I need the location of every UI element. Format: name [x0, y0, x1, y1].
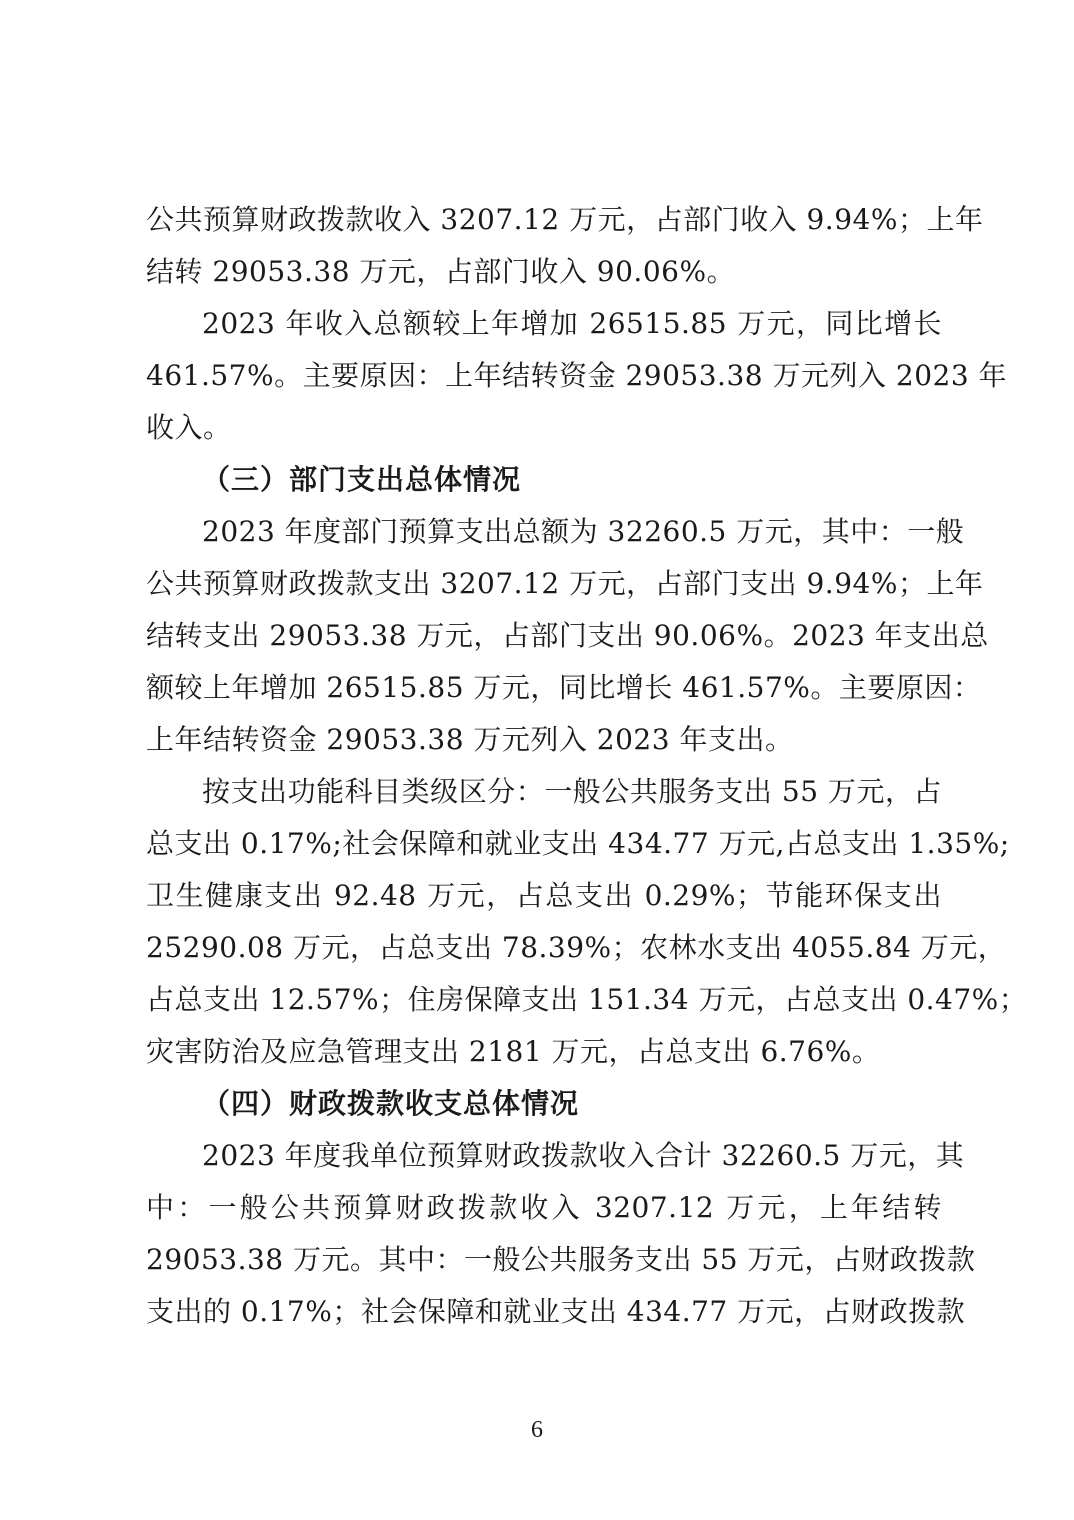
- paragraph-line: 总支出 0.17%;社会保障和就业支出 434.77 万元,占总支出 1.35%;: [146, 827, 1010, 860]
- page-number: 6: [531, 1417, 543, 1443]
- paragraph-line: 25290.08 万元，占总支出 78.39%；农林水支出 4055.84 万元，: [146, 931, 1007, 964]
- paragraph-line: 结转 29053.38 万元，占部门收入 90.06%。: [146, 255, 736, 288]
- paragraph-line: 卫生健康支出 92.48 万元，占总支出 0.29%；节能环保支出: [146, 879, 942, 912]
- paragraph-line: 支出的 0.17%；社会保障和就业支出 434.77 万元，占财政拨款: [146, 1295, 966, 1328]
- paragraph-line: 2023 年度部门预算支出总额为 32260.5 万元，其中：一般: [202, 515, 965, 548]
- paragraph-line: 收入。: [146, 411, 232, 444]
- paragraph-line: 额较上年增加 26515.85 万元，同比增长 461.57%。主要原因：: [146, 671, 982, 704]
- section-heading: （三）部门支出总体情况: [202, 463, 522, 496]
- paragraph-line: 2023 年度我单位预算财政拨款收入合计 32260.5 万元，其: [202, 1139, 965, 1172]
- paragraph-line: 公共预算财政拨款收入 3207.12 万元，占部门收入 9.94%；上年: [146, 203, 984, 236]
- paragraph-line: 461.57%。主要原因：上年结转资金 29053.38 万元列入 2023 年: [146, 359, 1008, 392]
- paragraph-line: 结转支出 29053.38 万元，占部门支出 90.06%。2023 年支出总: [146, 619, 989, 652]
- paragraph-line: 29053.38 万元。其中：一般公共服务支出 55 万元，占财政拨款: [146, 1243, 976, 1276]
- paragraph-line: 中：一般公共预算财政拨款收入 3207.12 万元，上年结转: [146, 1191, 942, 1224]
- paragraph-line: 灾害防治及应急管理支出 2181 万元，占总支出 6.76%。: [146, 1035, 881, 1068]
- paragraph-line: 上年结转资金 29053.38 万元列入 2023 年支出。: [146, 723, 794, 756]
- paragraph-line: 按支出功能科目类级区分：一般公共服务支出 55 万元，占: [202, 775, 942, 808]
- paragraph-line: 2023 年收入总额较上年增加 26515.85 万元，同比增长: [202, 307, 942, 340]
- section-heading: （四）财政拨款收支总体情况: [202, 1087, 580, 1120]
- paragraph-line: 占总支出 12.57%；住房保障支出 151.34 万元，占总支出 0.47%；: [146, 983, 1028, 1016]
- paragraph-line: 公共预算财政拨款支出 3207.12 万元，占部门支出 9.94%；上年: [146, 567, 984, 600]
